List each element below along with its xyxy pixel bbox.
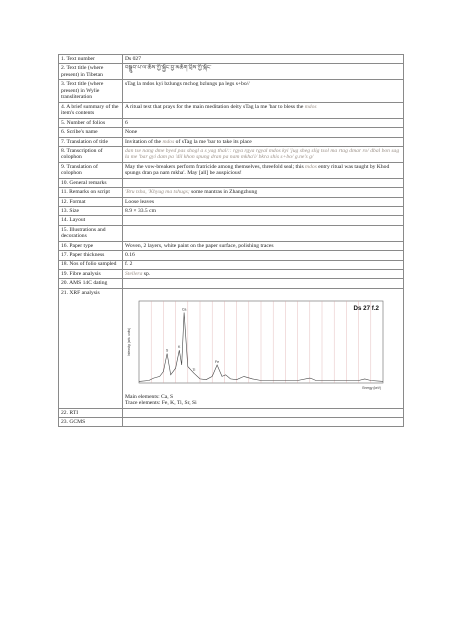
xrf-chart-title: Ds 27 f.2 [353, 304, 379, 312]
value-title-translation [123, 137, 404, 146]
label-fibre-analysis: 19. Fibre analysis [59, 269, 123, 278]
xrf-spectrum-chart [125, 291, 391, 393]
xrf-trace-elements: Trace elements: Fe, K, Ti, Sr, Si [125, 400, 197, 407]
value-scribe: None [123, 128, 404, 137]
label-title-translation: 7. Translation of title [59, 137, 123, 146]
row-title-translation [59, 137, 404, 146]
label-ams-dating: 20. AMS 14C dating [59, 279, 123, 288]
row-scribe [59, 128, 404, 137]
value-colophon-translation [123, 162, 404, 178]
label-folio-count: 5. Number of folios [59, 118, 123, 127]
fibre-species: sp. [142, 270, 151, 277]
xrf-main-elements: Main elements: Ca, S [125, 393, 174, 400]
row-colophon-translation [59, 162, 404, 178]
label-script-remarks: 11. Remarks on script [59, 188, 123, 197]
value-format: Loose leaves [123, 197, 404, 206]
row-title-wylie [59, 80, 404, 103]
xrf-spectrum-svg [125, 291, 391, 393]
row-colophon-transcription [59, 147, 404, 163]
value-rti [123, 408, 404, 417]
row-layout [59, 216, 404, 225]
value-folio-sampled: f. 2 [123, 260, 404, 269]
value-title-tibetan: བསྒྲུབ་པ་ལ་ཆོས་ཀྱི་སྐྱོང་བྱ་མཆོག་བྲིས་ཀྱི་སྐོང་ [123, 64, 404, 80]
value-title-wylie: sTag la mdos kyi bzlungs mchog bzlungs pa legs s+bo// [123, 80, 404, 103]
value-summary [123, 102, 404, 118]
value-text-number: Ds 027 [123, 55, 404, 64]
label-gcms: 23. GCMS [59, 418, 123, 427]
label-summary: 4. A brief summary of the item's contents [59, 102, 123, 118]
value-paper-thickness: 0.16 [123, 251, 404, 260]
value-xrf-analysis [123, 288, 404, 408]
summary-text: A ritual text that prays for the main meditation deity sTag la me 'bar to bless the [125, 103, 305, 110]
label-scribe: 6. Scribe's name [59, 128, 123, 137]
label-title-tibetan: 2. Text title (where present) in Tibetan [59, 64, 123, 80]
colophon-translation-term: mdos [305, 163, 317, 170]
xrf-peak-label: Ca [181, 307, 187, 312]
colophon-translation-text: May the vow-breakers perform fratricide among themselves, threefold seal; this [125, 163, 306, 170]
row-paper-thickness [59, 251, 404, 260]
summary-term: mdos [304, 103, 317, 110]
row-paper-type [59, 241, 404, 250]
title-translation-tail: of sTag la me 'bar to take its place [174, 138, 252, 145]
title-translation-term: mdos [162, 138, 175, 145]
label-size: 13. Size [59, 207, 123, 216]
row-fibre-analysis [59, 269, 404, 278]
title-translation-text: Invitation of the [125, 138, 163, 145]
colophon-translation-tail: entry ritual was taught by Khod spungs dran pa nam mkha'. May [all] be auspicious! [125, 163, 390, 177]
value-layout [123, 216, 404, 225]
row-title-tibetan [59, 64, 404, 80]
row-illustrations [59, 225, 404, 241]
xrf-y-axis-label: Intensity (arb. units) [127, 327, 131, 356]
row-script-remarks [59, 188, 404, 197]
label-format: 12. Format [59, 197, 123, 206]
value-fibre-analysis [123, 269, 404, 278]
label-colophon-transcription: 8. Transcription of colophon [59, 147, 123, 163]
label-colophon-translation: 9. Translation of colophon [59, 162, 123, 178]
value-gcms [123, 418, 404, 427]
value-colophon-transcription: dan tse nang dme byed pas shogl a s yag thal/:: rgya rgya rgyal mdos kyi 'jug sheg slig tsol ma rtag dmar ro/ dbal bon sag la me 'bar gyi dam pa 'dil khon spung dran pa nam mkha'i/ bkra shis s+bo/ g.ne's g/ [123, 147, 404, 163]
label-general-remarks: 10. General remarks [59, 178, 123, 187]
label-illustrations: 15. Illustrations and decorations [59, 225, 123, 241]
value-general-remarks [123, 178, 404, 187]
value-script-remarks [123, 188, 404, 197]
row-ams-dating [59, 279, 404, 288]
row-folio-sampled [59, 260, 404, 269]
fibre-genus: Stellera [125, 270, 143, 277]
label-title-wylie: 3. Text title (where present) in Wylie transliteration [59, 80, 123, 103]
row-folio-count [59, 118, 404, 127]
xrf-peak-label: S [165, 348, 169, 353]
label-paper-type: 16. Paper type [59, 241, 123, 250]
row-size [59, 207, 404, 216]
label-folio-sampled: 18. Nos of folio sampled [59, 260, 123, 269]
row-general-remarks [59, 178, 404, 187]
script-remarks-text: some mantras in Zhangzhung [189, 189, 258, 196]
label-paper-thickness: 17. Paper thickness [59, 251, 123, 260]
value-illustrations [123, 225, 404, 241]
xrf-peak-label: Fe [214, 359, 220, 364]
row-format [59, 197, 404, 206]
label-xrf-analysis: 21. XRF analysis [59, 288, 123, 408]
label-text-number: 1. Text number [59, 55, 123, 64]
xrf-x-axis-label: Energy (keV) [362, 385, 381, 390]
row-text-number [59, 55, 404, 64]
value-paper-type: Woven, 2 layers, white paint on the paper surface, polishing traces [123, 241, 404, 250]
value-folio-count: 6 [123, 118, 404, 127]
row-summary [59, 102, 404, 118]
label-layout: 14. Layout [59, 216, 123, 225]
row-rti [59, 408, 404, 417]
value-ams-dating [123, 279, 404, 288]
label-rti: 22. RTI [59, 408, 123, 417]
record-table [58, 54, 404, 427]
xrf-peak-label: K [178, 344, 181, 349]
value-size: 8.9 × 33.5 cm [123, 207, 404, 216]
script-remarks-term: 'Bru tsha, 'Khyug ma tshugs; [125, 189, 190, 196]
row-xrf-analysis [59, 288, 404, 408]
xrf-peak-label: Ti [192, 367, 196, 372]
row-gcms [59, 418, 404, 427]
